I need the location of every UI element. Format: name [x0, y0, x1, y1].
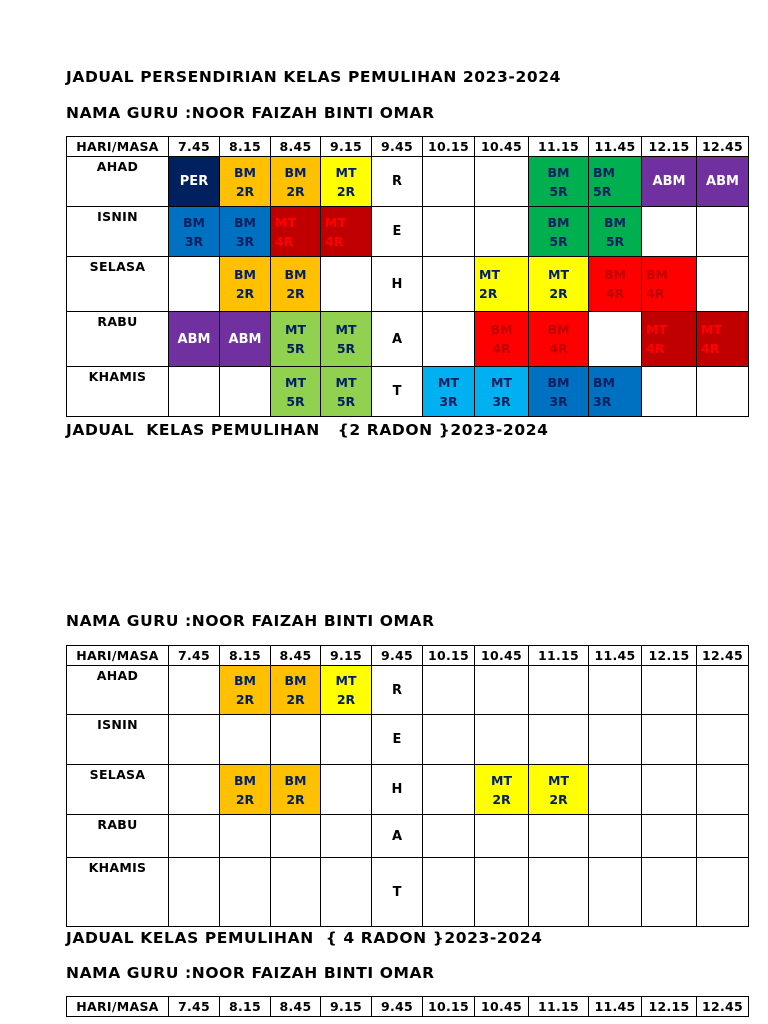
slot-cell [475, 815, 529, 858]
slot-cell [589, 858, 642, 927]
class-slot [529, 257, 589, 312]
slot-line: 2R [286, 286, 305, 301]
slot-cell [169, 858, 220, 927]
header-time: 9.15 [321, 137, 372, 157]
class-slot [321, 207, 372, 257]
header-time: 10.15 [423, 646, 475, 666]
slot-text [589, 207, 641, 256]
rehat-letter: A [372, 815, 423, 858]
slot-line: 2R [549, 791, 568, 807]
day-cell: KHAMIS [67, 367, 169, 417]
slot-cell [220, 858, 271, 927]
slot-cell [321, 257, 372, 312]
slot-text [271, 666, 320, 714]
slot-cell [321, 858, 372, 927]
slot-text [475, 257, 528, 311]
table-row [67, 257, 749, 312]
slot-line: MT [335, 673, 357, 688]
slot-text [169, 157, 219, 206]
slot-line: MT [285, 374, 306, 390]
slot-line: 4R [549, 341, 568, 356]
day-cell: SELASA [67, 765, 169, 815]
header-time: 8.45 [271, 137, 321, 157]
header-time: 9.45 [372, 997, 423, 1017]
slot-cell [475, 157, 529, 207]
slot-text [271, 257, 320, 311]
slot-text [220, 207, 270, 256]
slot-text [589, 367, 641, 416]
slot-line: 2R [286, 692, 305, 707]
header-time: 7.45 [169, 137, 220, 157]
slot-line: 2R [286, 183, 305, 199]
slot-line: MT [548, 267, 569, 282]
header-row [67, 137, 749, 157]
class-slot [589, 157, 642, 207]
day-cell: AHAD [67, 157, 169, 207]
slot-line: 2R [235, 692, 255, 707]
slot-cell [220, 715, 271, 765]
table-row [67, 815, 749, 858]
slot-cell [697, 715, 749, 765]
slot-cell [475, 207, 529, 257]
slot-text [169, 312, 219, 366]
slot-text [529, 765, 588, 814]
slot-cell [642, 858, 697, 927]
day-cell: RABU [67, 815, 169, 858]
day-cell: KHAMIS [67, 858, 169, 927]
slot-cell [589, 666, 642, 715]
slot-line: MT [335, 164, 357, 180]
header-day-time: HARI/MASA [67, 137, 169, 157]
slot-text [271, 367, 320, 416]
slot-cell [423, 157, 475, 207]
slot-line: 2R [479, 286, 498, 301]
slot-text [321, 207, 371, 256]
slot-cell [642, 207, 697, 257]
class-slot [321, 367, 372, 417]
class-slot [589, 257, 642, 312]
slot-text [271, 207, 320, 256]
slot-text [169, 207, 219, 256]
slot-line: 4R [492, 341, 511, 356]
slot-cell [697, 207, 749, 257]
slot-cell [169, 666, 220, 715]
slot-text [475, 765, 528, 814]
slot-cell [321, 765, 372, 815]
timetable-2-radon [66, 645, 749, 927]
slot-cell [475, 858, 529, 927]
slot-text [321, 312, 371, 366]
slot-line: BM [234, 164, 256, 180]
table-row [67, 666, 749, 715]
timetable-personal [66, 136, 749, 417]
slot-line: BM [593, 374, 615, 390]
slot-cell [697, 765, 749, 815]
slot-line: BM [234, 214, 256, 230]
slot-cell [423, 858, 475, 927]
class-slot [271, 666, 321, 715]
slot-cell [321, 815, 372, 858]
slot-cell [529, 858, 589, 927]
rehat-letter: H [372, 765, 423, 815]
header-time: 7.45 [169, 646, 220, 666]
slot-cell [529, 666, 589, 715]
class-slot [529, 157, 589, 207]
header-time: 10.45 [475, 997, 529, 1017]
slot-text [529, 367, 588, 416]
slot-text [589, 257, 641, 311]
slot-line: 2R [286, 791, 305, 807]
table-row [67, 312, 749, 367]
slot-line: 5R [336, 341, 356, 356]
teacher-name-1: NAMA GURU :NOOR FAIZAH BINTI OMAR [66, 104, 435, 122]
class-slot [589, 207, 642, 257]
slot-cell [642, 715, 697, 765]
slot-line: MT [438, 374, 459, 390]
header-day-time: HARI/MASA [67, 646, 169, 666]
header-time: 10.45 [475, 646, 529, 666]
slot-cell [697, 666, 749, 715]
header-time: 9.45 [372, 137, 423, 157]
class-slot [271, 765, 321, 815]
slot-line: BM [604, 267, 626, 282]
teacher-name-2: NAMA GURU :NOOR FAIZAH BINTI OMAR [66, 612, 435, 630]
rehat-letter: E [372, 715, 423, 765]
header-time: 8.45 [271, 997, 321, 1017]
slot-text [589, 157, 641, 206]
header-row [67, 997, 749, 1017]
class-slot [697, 312, 749, 367]
slot-cell [169, 257, 220, 312]
slot-cell [589, 765, 642, 815]
slot-cell [220, 367, 271, 417]
slot-cell [697, 815, 749, 858]
slot-text [423, 367, 474, 416]
slot-line: MT [491, 374, 512, 390]
slot-cell [271, 715, 321, 765]
slot-cell [423, 257, 475, 312]
table-row [67, 157, 749, 207]
slot-text [220, 765, 270, 814]
slot-line: MT [701, 322, 722, 337]
header-time: 8.15 [220, 646, 271, 666]
slot-line: ABM [177, 331, 211, 347]
slot-line: 5R [593, 183, 612, 199]
slot-line: 5R [549, 183, 568, 199]
slot-text [220, 666, 270, 714]
class-slot [642, 257, 697, 312]
slot-cell [169, 815, 220, 858]
header-time: 9.45 [372, 646, 423, 666]
slot-line: ABM [706, 174, 739, 189]
slot-line: BM [284, 164, 307, 180]
slot-text [529, 312, 588, 366]
slot-text [321, 666, 371, 714]
slot-cell [220, 815, 271, 858]
header-time: 11.15 [529, 137, 589, 157]
class-slot [529, 312, 589, 367]
slot-line: BM [547, 374, 570, 390]
slot-line: BM [234, 772, 256, 788]
header-row [67, 646, 749, 666]
slot-line: 4R [701, 341, 720, 356]
rehat-letter: T [372, 367, 423, 417]
slot-line: MT [285, 322, 306, 337]
slot-line: MT [491, 772, 512, 788]
slot-text [529, 207, 588, 256]
slot-line: ABM [652, 174, 686, 189]
header-time: 11.15 [529, 997, 589, 1017]
slot-line: 4R [605, 286, 625, 301]
slot-cell [169, 715, 220, 765]
class-slot [169, 207, 220, 257]
class-slot [529, 367, 589, 417]
class-slot [321, 312, 372, 367]
slot-cell [697, 858, 749, 927]
class-slot [697, 157, 749, 207]
class-slot [475, 312, 529, 367]
schedule-title-4-radon: JADUAL KELAS PEMULIHAN { 4 RADON }2023-2024 [66, 929, 543, 947]
slot-line: BM [234, 267, 256, 282]
slot-cell [423, 207, 475, 257]
class-slot [475, 367, 529, 417]
day-cell: ISNIN [67, 715, 169, 765]
class-slot [271, 257, 321, 312]
slot-text [220, 312, 270, 366]
slot-cell [529, 715, 589, 765]
header-time: 9.15 [321, 997, 372, 1017]
header-time: 11.45 [589, 997, 642, 1017]
slot-text [321, 367, 371, 416]
class-slot [423, 367, 475, 417]
slot-line: BM [284, 267, 307, 282]
class-slot [642, 157, 697, 207]
slot-cell [529, 815, 589, 858]
slot-line: 2R [235, 183, 255, 199]
slot-line: 2R [336, 692, 356, 707]
slot-cell [423, 312, 475, 367]
slot-cell [589, 312, 642, 367]
slot-line: 2R [492, 791, 511, 807]
header-time: 10.15 [423, 137, 475, 157]
slot-text [475, 367, 528, 416]
slot-line: MT [335, 322, 357, 337]
slot-line: BM [183, 214, 205, 230]
teacher-name-3: NAMA GURU :NOOR FAIZAH BINTI OMAR [66, 964, 435, 982]
slot-line: BM [593, 164, 615, 180]
rehat-letter: T [372, 858, 423, 927]
header-time: 12.45 [697, 137, 749, 157]
slot-line: BM [284, 772, 307, 788]
slot-text [697, 312, 748, 366]
slot-text [220, 157, 270, 206]
class-slot [169, 157, 220, 207]
table-row [67, 858, 749, 927]
day-cell: AHAD [67, 666, 169, 715]
header-time: 12.45 [697, 997, 749, 1017]
class-slot [220, 207, 271, 257]
header-time: 12.15 [642, 646, 697, 666]
slot-cell [423, 765, 475, 815]
class-slot [220, 312, 271, 367]
slot-line: MT [479, 267, 500, 282]
slot-line: 3R [549, 393, 568, 409]
header-time: 12.45 [697, 646, 749, 666]
slot-text [271, 765, 320, 814]
header-time: 11.45 [589, 137, 642, 157]
slot-text [529, 157, 588, 206]
header-time: 10.15 [423, 997, 475, 1017]
header-time: 7.45 [169, 997, 220, 1017]
slot-line: 5R [605, 233, 625, 249]
slot-line: BM [234, 673, 256, 688]
slot-line: MT [335, 374, 357, 390]
slot-line: 4R [275, 233, 294, 249]
slot-cell [642, 666, 697, 715]
slot-text [529, 257, 588, 311]
slot-text [697, 157, 748, 206]
class-slot [529, 765, 589, 815]
slot-text [220, 257, 270, 311]
slot-line: 2R [235, 286, 255, 301]
slot-line: BM [547, 322, 570, 337]
day-cell: RABU [67, 312, 169, 367]
class-slot [220, 765, 271, 815]
class-slot [321, 157, 372, 207]
slot-line: 3R [593, 393, 612, 409]
slot-cell [642, 367, 697, 417]
timetable-4-radon [66, 996, 749, 1017]
slot-line: 5R [286, 393, 305, 409]
header-time: 11.45 [589, 646, 642, 666]
slot-line: 4R [325, 233, 344, 249]
slot-cell [423, 815, 475, 858]
slot-cell [169, 765, 220, 815]
slot-line: 3R [492, 393, 511, 409]
class-slot [220, 666, 271, 715]
slot-text [642, 312, 696, 366]
slot-line: MT [646, 322, 667, 337]
slot-cell [589, 815, 642, 858]
slot-line: PER [179, 174, 209, 189]
slot-line: MT [275, 214, 296, 230]
slot-text [271, 157, 320, 206]
slot-cell [271, 858, 321, 927]
class-slot [475, 257, 529, 312]
slot-cell [423, 715, 475, 765]
class-slot [220, 257, 271, 312]
slot-line: MT [548, 772, 569, 788]
class-slot [271, 157, 321, 207]
slot-line: BM [490, 322, 513, 337]
slot-cell [423, 666, 475, 715]
slot-cell [697, 257, 749, 312]
header-time: 8.15 [220, 997, 271, 1017]
slot-line: ABM [228, 331, 262, 347]
slot-line: 5R [286, 341, 305, 356]
slot-line: BM [646, 267, 668, 282]
class-slot [475, 765, 529, 815]
header-day-time: HARI/MASA [67, 997, 169, 1017]
slot-line: 2R [336, 183, 356, 199]
slot-line: 4R [646, 286, 665, 301]
day-cell: ISNIN [67, 207, 169, 257]
slot-cell [475, 715, 529, 765]
slot-line: 2R [549, 286, 568, 301]
slot-line: 3R [184, 233, 204, 249]
class-slot [271, 367, 321, 417]
header-time: 9.15 [321, 646, 372, 666]
slot-cell [321, 715, 372, 765]
slot-text [642, 157, 696, 206]
header-time: 11.15 [529, 646, 589, 666]
class-slot [642, 312, 697, 367]
rehat-letter: E [372, 207, 423, 257]
slot-line: BM [547, 164, 570, 180]
slot-line: MT [325, 214, 346, 230]
slot-line: 3R [439, 393, 458, 409]
slot-cell [475, 666, 529, 715]
schedule-title-2-radon: JADUAL KELAS PEMULIHAN {2 RADON }2023-2024 [66, 421, 549, 439]
slot-line: BM [547, 214, 570, 230]
slot-cell [169, 367, 220, 417]
slot-line: BM [604, 214, 626, 230]
header-time: 8.15 [220, 137, 271, 157]
slot-line: 2R [235, 791, 255, 807]
day-cell: SELASA [67, 257, 169, 312]
rehat-letter: R [372, 157, 423, 207]
slot-line: 4R [646, 341, 665, 356]
table-row [67, 367, 749, 417]
slot-cell [642, 765, 697, 815]
rehat-letter: R [372, 666, 423, 715]
slot-line: BM [284, 673, 307, 688]
slot-line: 3R [235, 233, 255, 249]
slot-line: 5R [549, 233, 568, 249]
rehat-letter: A [372, 312, 423, 367]
slot-cell [589, 715, 642, 765]
table-row [67, 765, 749, 815]
header-time: 12.15 [642, 997, 697, 1017]
table-row [67, 207, 749, 257]
slot-cell [642, 815, 697, 858]
header-time: 12.15 [642, 137, 697, 157]
slot-cell [697, 367, 749, 417]
class-slot [271, 207, 321, 257]
class-slot [220, 157, 271, 207]
slot-text [475, 312, 528, 366]
table-row [67, 715, 749, 765]
schedule-title-personal: JADUAL PERSENDIRIAN KELAS PEMULIHAN 2023-2024 [66, 68, 561, 86]
header-time: 8.45 [271, 646, 321, 666]
slot-text [321, 157, 371, 206]
header-time: 10.45 [475, 137, 529, 157]
class-slot [589, 367, 642, 417]
class-slot [271, 312, 321, 367]
slot-cell [271, 815, 321, 858]
rehat-letter: H [372, 257, 423, 312]
class-slot [321, 666, 372, 715]
class-slot [169, 312, 220, 367]
slot-text [271, 312, 320, 366]
class-slot [529, 207, 589, 257]
slot-line: 5R [336, 393, 356, 409]
slot-text [642, 257, 696, 311]
